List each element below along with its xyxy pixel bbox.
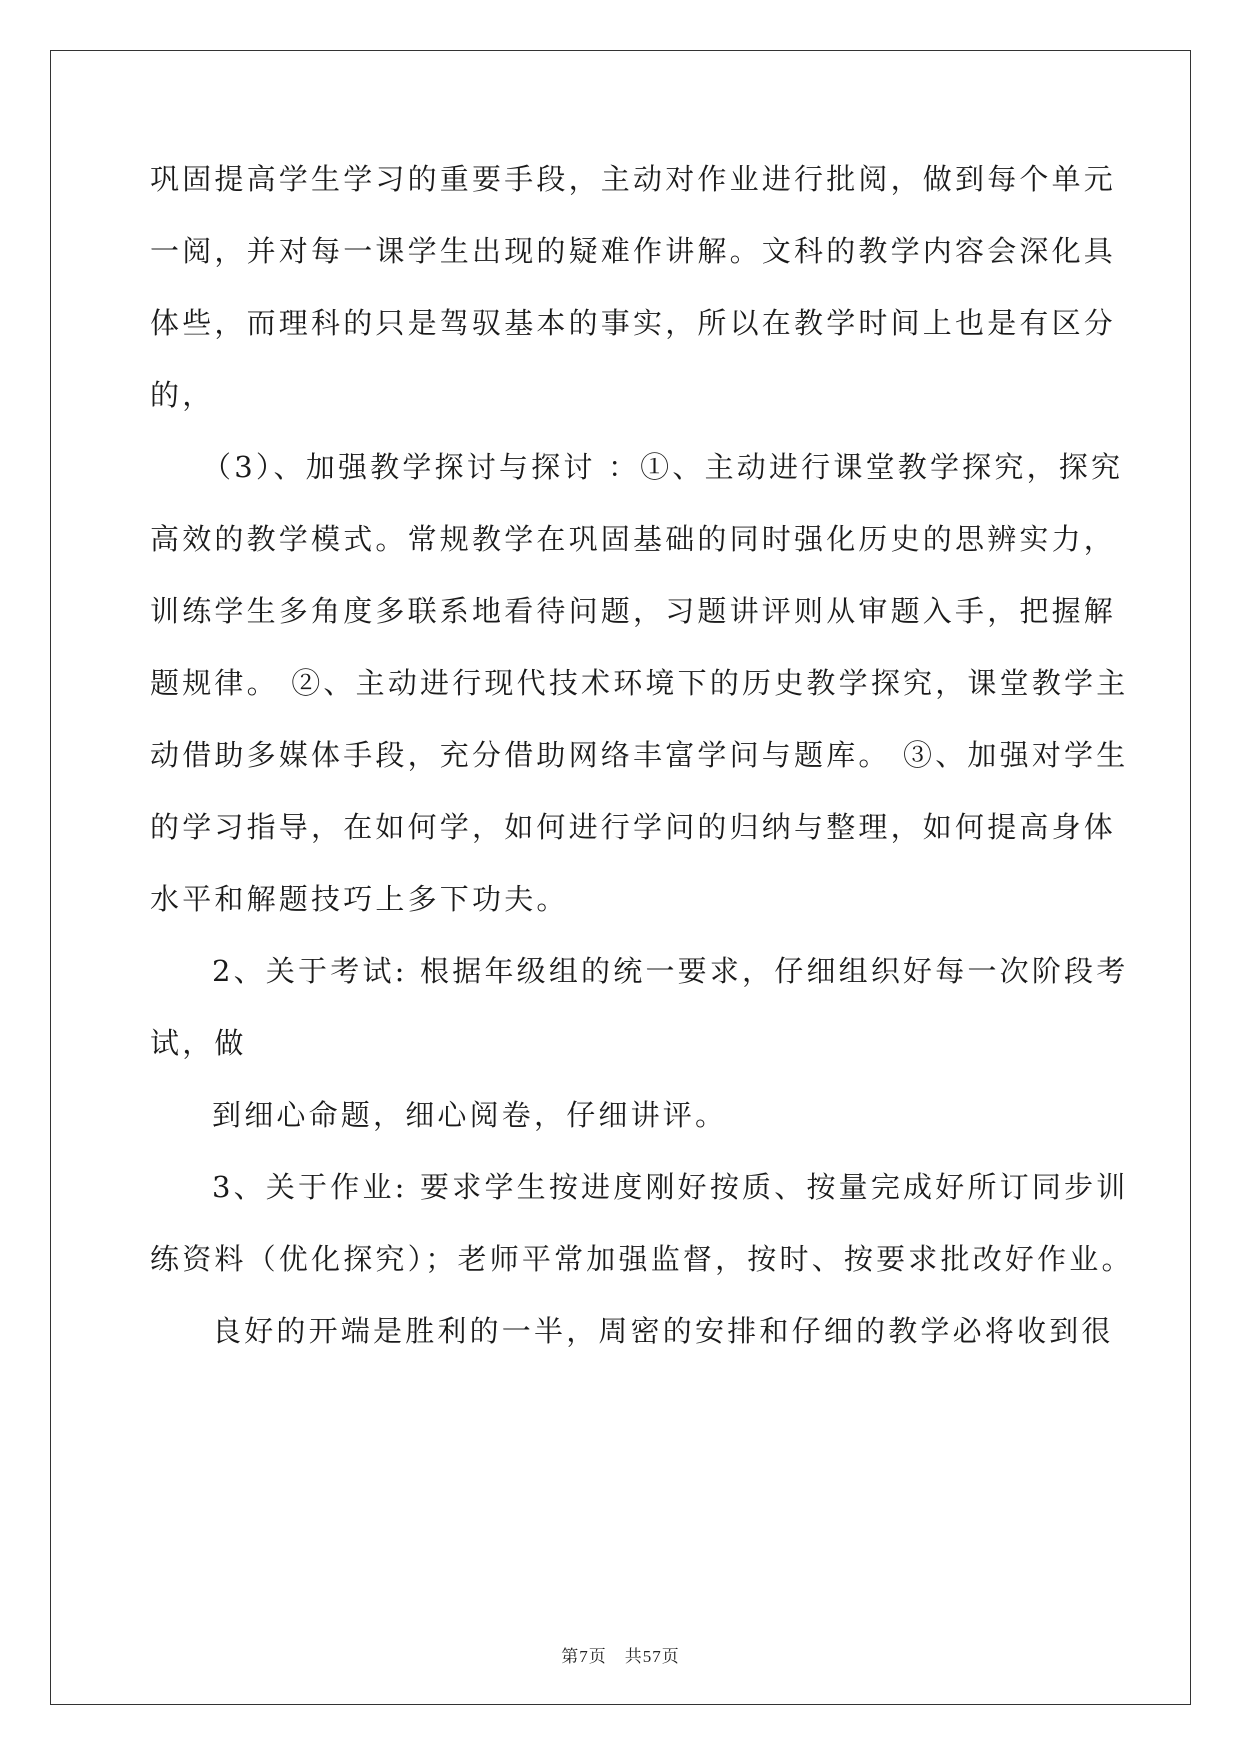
text-line: 体些，而理科的只是驾驭基本的事实，所以在教学时间上也是有区分 [150,306,1117,340]
text-line: 的， [150,378,215,412]
page-border [50,50,1191,1705]
text-line: 动借助多媒体手段，充分借助网络丰富学问与题库。 ③、加强对学生 [150,738,1129,772]
text-line: 高效的教学模式。常规教学在巩固基础的同时强化历史的思辨实力， [150,522,1117,556]
text-line: 练资料（优化探究）；老师平常加强监督，按时、按要求批改好作业。 [150,1242,1134,1276]
text-line: 2、关于考试: 根据年级组的统一要求，仔细组织好每一次阶段考 [212,954,1129,988]
text-line: 题规律。 ②、主动进行现代技术环境下的历史教学探究，课堂教学主 [150,666,1129,700]
text-line: 3、关于作业: 要求学生按进度刚好按质、按量完成好所订同步训 [212,1170,1129,1204]
text-line: （3）、加强教学探讨与探讨 ：①、主动进行课堂教学探究，探究 [202,450,1124,484]
text-line: 试，做 [150,1026,247,1060]
text-line: 水平和解题技巧上多下功夫。 [150,882,569,916]
text-line: 训练学生多角度多联系地看待问题，习题讲评则从审题入手，把握解 [150,594,1117,628]
text-line: 良好的开端是胜利的一半，周密的安排和仔细的教学必将收到很 [212,1314,1114,1348]
text-line: 巩固提高学生学习的重要手段，主动对作业进行批阅，做到每个单元 [150,162,1117,196]
page-number-footer: 第7页 共57页 [561,1647,680,1666]
text-line: 到细心命题，细心阅卷，仔细讲评。 [212,1098,728,1132]
text-line: 的学习指导，在如何学，如何进行学问的归纳与整理，如何提高身体 [150,810,1117,844]
text-line: 一阅，并对每一课学生出现的疑难作讲解。文科的教学内容会深化具 [150,234,1117,268]
